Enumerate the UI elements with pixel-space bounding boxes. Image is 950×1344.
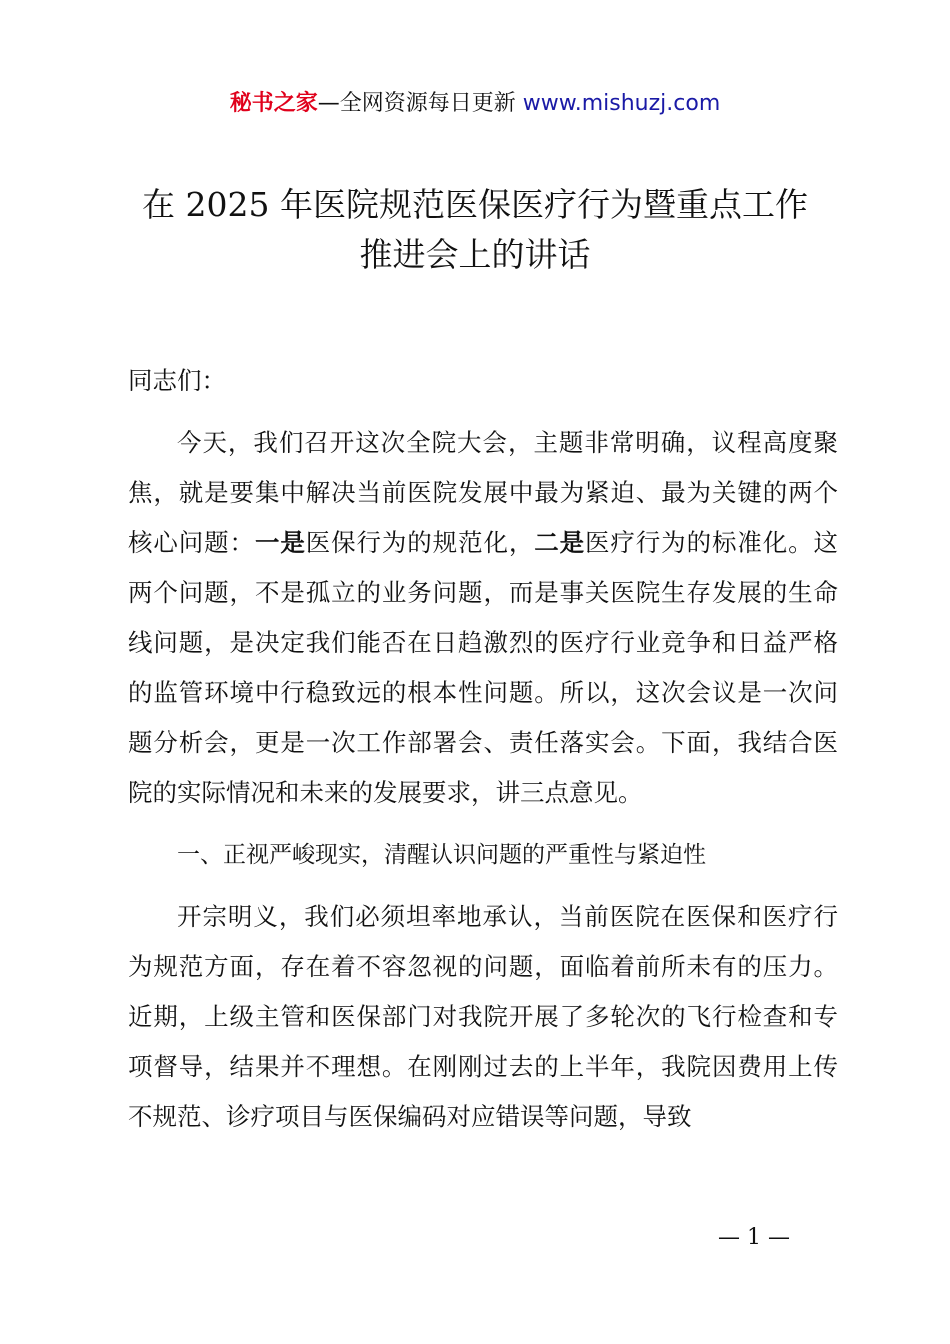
paragraph-2 [128,892,838,1142]
section-1-heading: 一、正视严峻现实，清醒认识问题的严重性与紧迫性 [177,842,706,868]
paragraph-1 [128,418,838,818]
title-main: 年医院规范医保医疗行为暨重点工作 [269,185,808,224]
paragraph-1-bold-2: 二是 [534,528,586,557]
site-header [0,88,950,120]
document-title [60,180,890,280]
paragraph-1-part-1: 今天，我们召开这次全院大会，主题非常明确，议程高度聚焦，就是要集中解决当前医院发展中最为紧迫、最为关键的两个核心问题： [128,428,838,557]
paragraph-2-text: 开宗明义，我们必须坦率地承认，当前医院在医保和医疗行为规范方面，存在着不容忽视的问题，面临着前所未有的压力。近期，上级主管和医保部门对我院开展了多轮次的飞行检查和专项督导，结果并不理想。在刚刚过去的上半年，我院因费用上传不规范、诊疗项目与医保编码对应错误等问题，导致 [128,902,838,1131]
brand-name: 秘书之家 [229,91,318,116]
paragraph-1-part-3: 医疗行为的标准化。这两个问题，不是孤立的业务问题，而是事关医院生存发展的生命线问题，是决定我们能否在日趋激烈的医疗行业竞争和日益严格的监管环境中行稳致远的根本性问题。所以，这次会议是一次问题分析会，更是一次工作部署会、责任落实会。下面，我结合医院的实际情况和未来的发展要求，讲三点意见。 [128,528,839,807]
title-prefix: 在 [142,185,186,224]
header-tagline: —全网资源每日更新 [317,91,523,116]
site-url-link[interactable]: www.mishuzj.com [522,91,721,116]
paragraph-1-bold-1: 一是 [254,528,306,557]
greeting: 同志们： [128,366,226,395]
title-line-1 [60,180,890,230]
page-number: — 1 — [718,1225,790,1250]
title-year: 2025 [185,185,270,224]
title-line-2: 推进会上的讲话 [359,235,591,274]
paragraph-1-part-2: 医保行为的规范化， [305,528,535,557]
